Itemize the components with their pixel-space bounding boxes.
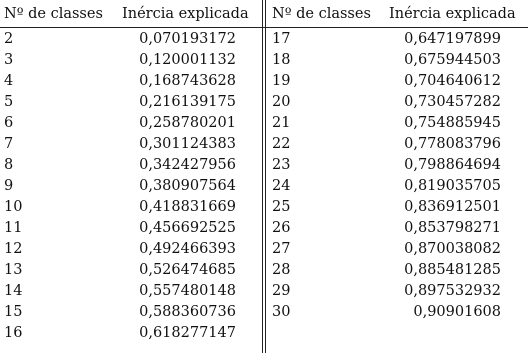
table-row bbox=[268, 71, 528, 91]
table-row bbox=[268, 134, 528, 154]
cell-inertia: 0,730457282 bbox=[404, 94, 501, 110]
cell-inertia: 0,456692525 bbox=[139, 220, 236, 236]
cell-inertia: 0,418831669 bbox=[139, 199, 236, 215]
cell-inertia: 0,754885945 bbox=[404, 115, 501, 131]
header-inertia: Inércia explicada bbox=[389, 6, 516, 22]
cell-inertia: 0,216139175 bbox=[139, 94, 236, 110]
cell-num-classes: 20 bbox=[272, 94, 291, 110]
header-num-classes: Nº de classes bbox=[4, 6, 103, 22]
cell-inertia: 0,342427956 bbox=[139, 157, 236, 173]
cell-inertia: 0,870038082 bbox=[404, 241, 501, 257]
cell-num-classes: 6 bbox=[4, 115, 14, 131]
table-row bbox=[0, 239, 263, 259]
header-row-right bbox=[268, 4, 528, 24]
cell-inertia: 0,90901608 bbox=[413, 304, 501, 320]
cell-num-classes: 21 bbox=[272, 115, 291, 131]
cell-num-classes: 29 bbox=[272, 283, 291, 299]
cell-inertia: 0,819035705 bbox=[404, 178, 501, 194]
cell-num-classes: 19 bbox=[272, 73, 291, 89]
table-row bbox=[268, 113, 528, 133]
cell-num-classes: 18 bbox=[272, 52, 291, 68]
table-row bbox=[268, 50, 528, 70]
cell-inertia: 0,492466393 bbox=[139, 241, 236, 257]
table-row bbox=[268, 155, 528, 175]
cell-num-classes: 10 bbox=[4, 199, 23, 215]
table-row bbox=[0, 218, 263, 238]
table-row bbox=[268, 302, 528, 322]
cell-inertia: 0,675944503 bbox=[404, 52, 501, 68]
cell-num-classes: 16 bbox=[4, 325, 23, 341]
cell-num-classes: 28 bbox=[272, 262, 291, 278]
table-row bbox=[0, 323, 263, 343]
cell-inertia: 0,168743628 bbox=[139, 73, 236, 89]
cell-num-classes: 7 bbox=[4, 136, 14, 152]
cell-inertia: 0,526474685 bbox=[139, 262, 236, 278]
cell-num-classes: 8 bbox=[4, 157, 14, 173]
cell-num-classes: 24 bbox=[272, 178, 291, 194]
table-row bbox=[0, 50, 263, 70]
cell-num-classes: 3 bbox=[4, 52, 14, 68]
cell-inertia: 0,647197899 bbox=[404, 31, 501, 47]
cell-num-classes: 13 bbox=[4, 262, 23, 278]
cell-num-classes: 26 bbox=[272, 220, 291, 236]
cell-num-classes: 11 bbox=[4, 220, 23, 236]
table-row bbox=[268, 92, 528, 112]
cell-num-classes: 14 bbox=[4, 283, 23, 299]
cell-num-classes: 9 bbox=[4, 178, 14, 194]
cell-num-classes: 4 bbox=[4, 73, 14, 89]
table-row bbox=[0, 260, 263, 280]
header-row-left bbox=[0, 4, 263, 24]
cell-num-classes: 12 bbox=[4, 241, 23, 257]
cell-num-classes: 15 bbox=[4, 304, 23, 320]
cell-inertia: 0,618277147 bbox=[139, 325, 236, 341]
table-row bbox=[0, 71, 263, 91]
cell-inertia: 0,301124383 bbox=[139, 136, 236, 152]
cell-num-classes: 2 bbox=[4, 31, 14, 47]
table-row bbox=[0, 134, 263, 154]
table-row bbox=[0, 281, 263, 301]
table-row bbox=[268, 176, 528, 196]
column-divider-left bbox=[262, 0, 263, 353]
table-row bbox=[0, 155, 263, 175]
cell-inertia: 0,853798271 bbox=[404, 220, 501, 236]
header-num-classes: Nº de classes bbox=[272, 6, 371, 22]
cell-inertia: 0,258780201 bbox=[139, 115, 236, 131]
table-row bbox=[268, 260, 528, 280]
header-inertia: Inércia explicada bbox=[122, 6, 249, 22]
cell-num-classes: 17 bbox=[272, 31, 291, 47]
cell-num-classes: 5 bbox=[4, 94, 14, 110]
cell-num-classes: 27 bbox=[272, 241, 291, 257]
cell-inertia: 0,897532932 bbox=[404, 283, 501, 299]
cell-inertia: 0,120001132 bbox=[139, 52, 236, 68]
cell-inertia: 0,557480148 bbox=[139, 283, 236, 299]
table-row bbox=[0, 176, 263, 196]
column-divider-right bbox=[265, 0, 266, 353]
table-row bbox=[0, 92, 263, 112]
cell-num-classes: 30 bbox=[272, 304, 291, 320]
table-row bbox=[0, 113, 263, 133]
cell-inertia: 0,885481285 bbox=[404, 262, 501, 278]
table-row bbox=[0, 197, 263, 217]
table-row bbox=[268, 197, 528, 217]
cell-num-classes: 25 bbox=[272, 199, 291, 215]
table-row bbox=[268, 239, 528, 259]
cell-inertia: 0,798864694 bbox=[404, 157, 501, 173]
cell-inertia: 0,704640612 bbox=[404, 73, 501, 89]
table-row bbox=[0, 302, 263, 322]
cell-num-classes: 22 bbox=[272, 136, 291, 152]
table-row bbox=[268, 29, 528, 49]
cell-inertia: 0,070193172 bbox=[139, 31, 236, 47]
table-row bbox=[268, 281, 528, 301]
cell-inertia: 0,836912501 bbox=[404, 199, 501, 215]
header-rule bbox=[0, 27, 528, 28]
table-row bbox=[0, 29, 263, 49]
cell-inertia: 0,380907564 bbox=[139, 178, 236, 194]
cell-inertia: 0,588360736 bbox=[139, 304, 236, 320]
cell-inertia: 0,778083796 bbox=[404, 136, 501, 152]
cell-num-classes: 23 bbox=[272, 157, 291, 173]
table-row bbox=[268, 218, 528, 238]
